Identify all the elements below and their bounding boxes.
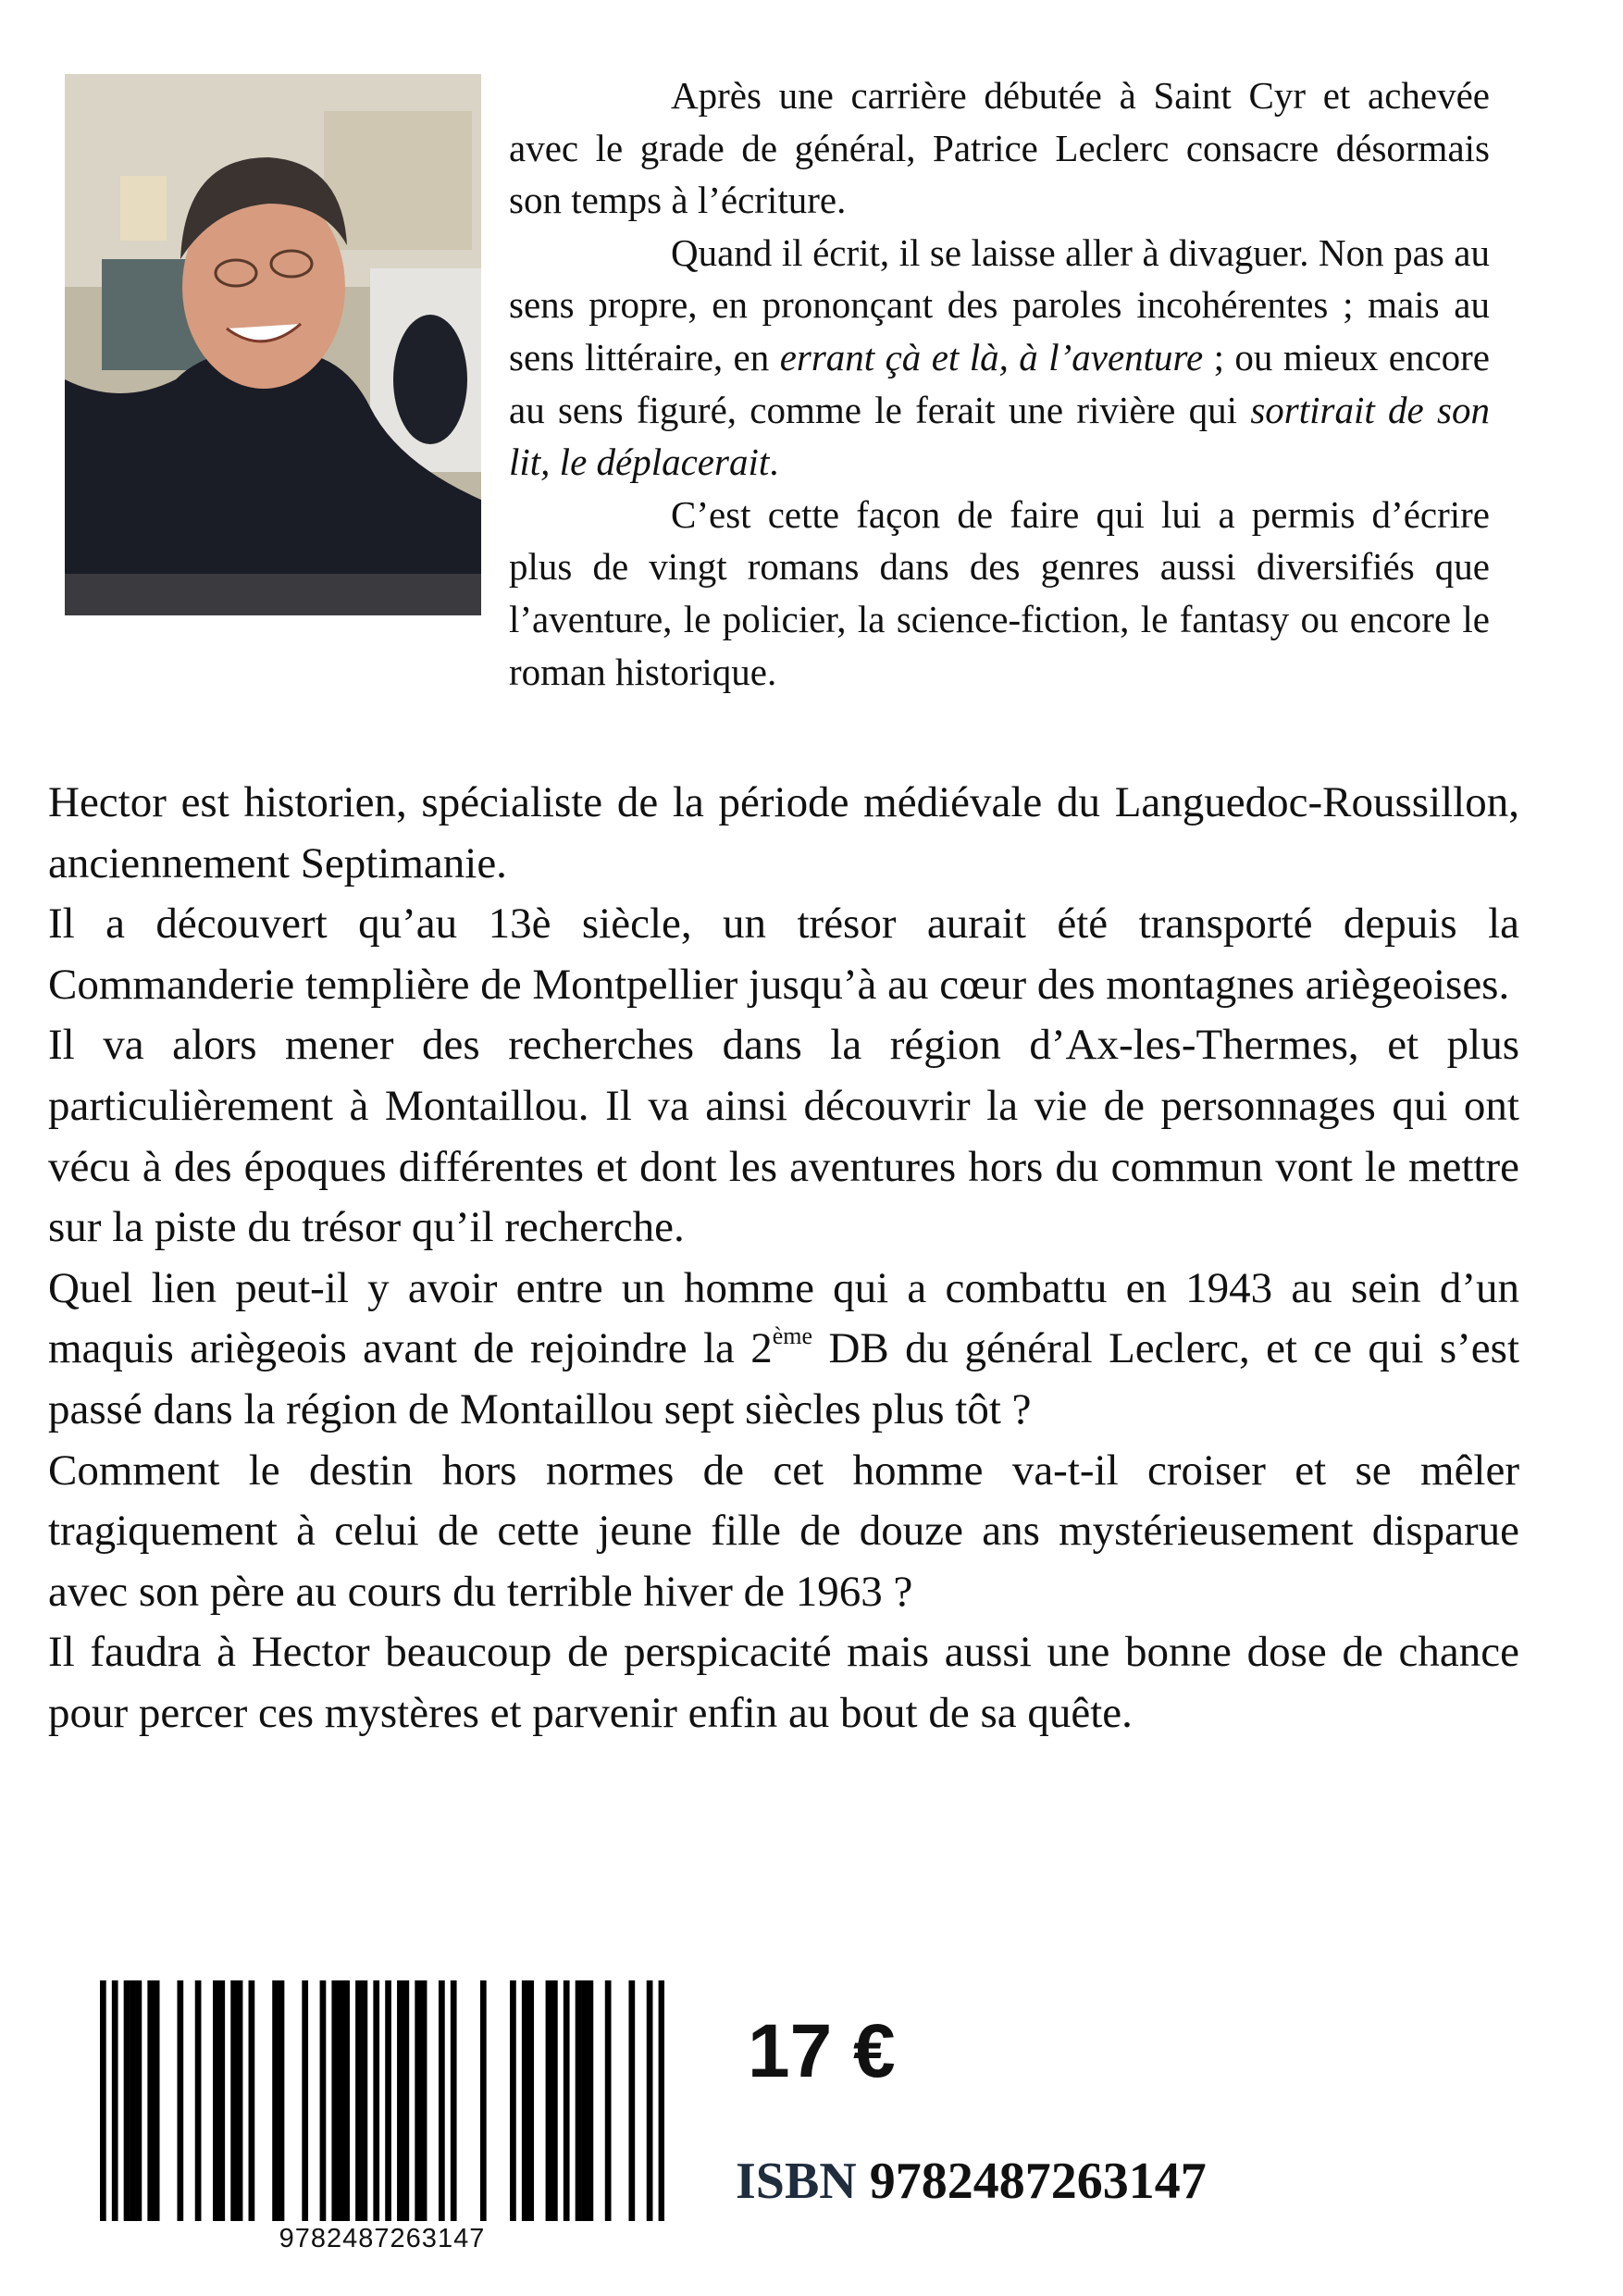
barcode-bar xyxy=(551,1980,558,2221)
barcode-bar xyxy=(397,1980,403,2221)
barcode xyxy=(100,1980,664,2221)
bio-paragraph-1: Après une carrière débutée à Saint Cyr et achevée avec le grade de général, Patrice Leclerc consacre désormais son temps à l’écriture. xyxy=(509,74,1490,222)
barcode-bar xyxy=(237,1980,243,2221)
barcode-bar xyxy=(343,1980,350,2221)
bio-p2-italic-b: sortirait de son lit, le déplacerait xyxy=(509,388,1490,484)
barcode-bar xyxy=(421,1980,427,2221)
bio-paragraph-3: C’est cette façon de faire qui lui a permis d’écrire plus de vingt romans dans des genres aussi diversifiés que l’aventure, le policier, la science-fiction, le fantasy ou encore le roman historique. xyxy=(509,492,1490,693)
synopsis-paragraph-1: Hector est historien, spécialiste de la période médiévale du Languedoc-Roussillon, anciennement Septimanie. xyxy=(48,778,1519,887)
author-bio xyxy=(509,69,1490,698)
price: 17 € xyxy=(748,2009,896,2093)
synopsis-paragraph-2: Il a découvert qu’au 13è siècle, un trésor aurait été transporté depuis la Commanderie templière de Montpellier jusqu’à au cœur des montagnes ariègeoises. xyxy=(48,900,1519,1009)
barcode-bar xyxy=(385,1980,391,2221)
synopsis-p4-superscript: ème xyxy=(772,1322,813,1350)
barcode-bar xyxy=(527,1980,534,2221)
isbn-value: 9782487263147 xyxy=(869,2153,1207,2210)
barcode-bar xyxy=(415,1980,421,2221)
barcode-bar xyxy=(647,1980,653,2221)
author-photo xyxy=(65,74,481,615)
barcode-bar xyxy=(362,1980,368,2221)
barcode-bar xyxy=(320,1980,327,2221)
barcode-bar xyxy=(218,1980,225,2221)
bio-paragraph-2 xyxy=(509,227,1490,489)
barcode-bar xyxy=(338,1980,344,2221)
barcode-bar xyxy=(355,1980,362,2221)
barcode-bar xyxy=(177,1980,183,2221)
bio-p2-text-b: ; ou mieux encore au sens figuré, comme le ferait une rivière qui xyxy=(509,335,1490,431)
barcode-bar xyxy=(136,1980,142,2221)
synopsis xyxy=(48,773,1519,1744)
isbn-label: ISBN xyxy=(736,2153,857,2210)
barcode-bar xyxy=(510,1980,516,2221)
bio-p2-text-c: . xyxy=(769,441,779,484)
barcode-bar xyxy=(302,1980,308,2221)
barcode-bar xyxy=(279,1980,285,2221)
barcode-bar xyxy=(564,1980,570,2221)
synopsis-paragraph-4 xyxy=(48,1259,1519,1441)
barcode-bar xyxy=(588,1980,594,2221)
barcode-bar xyxy=(581,1980,588,2221)
barcode-bar xyxy=(576,1980,582,2221)
barcode-bar xyxy=(124,1980,130,2221)
bio-p2-italic-a: errant çà et là, à l’aventure xyxy=(779,335,1204,379)
barcode-bar xyxy=(522,1980,528,2221)
barcode-bar xyxy=(480,1980,487,2221)
synopsis-p4-text-b: DB du général Leclerc, et ce qui s’est passé dans la région de Montaillou sept siècles plus tôt ? xyxy=(48,1324,1519,1433)
author-portrait-image xyxy=(65,74,481,615)
barcode-bar xyxy=(331,1980,338,2221)
barcode-bar xyxy=(272,1980,279,2221)
barcode-bar xyxy=(213,1980,219,2221)
barcode-bar xyxy=(628,1980,635,2221)
barcode-bar xyxy=(154,1980,160,2221)
barcode-bar xyxy=(605,1980,612,2221)
barcode-bar xyxy=(112,1980,118,2221)
barcode-bar xyxy=(403,1980,409,2221)
barcode-bar xyxy=(130,1980,136,2221)
barcode-bar xyxy=(373,1980,379,2221)
barcode-bar xyxy=(195,1980,202,2221)
barcode-bar xyxy=(546,1980,552,2221)
synopsis-paragraph-3: Il va alors mener des recherches dans la région d’Ax-les-Thermes, et plus particulièrement à Montaillou. Il va ainsi découvrir la vie de personnages qui ont vécu à des époques différentes et dont les aventures hors du commun vont le mettre sur la piste du trésor qu’il recherche. xyxy=(48,1021,1519,1252)
barcode-bar xyxy=(147,1980,154,2221)
synopsis-paragraph-5: Comment le destin hors normes de cet homme va-t-il croiser et se mêler tragiquement à celui de cette jeune fille de douze ans mystérieusement disparue avec son père au cours du terrible hiver de 1963 ? xyxy=(48,1446,1519,1616)
barcode-bar xyxy=(439,1980,445,2221)
barcode-bar xyxy=(451,1980,457,2221)
bio-p2-text-a: Quand il écrit, il se laisse aller à divaguer. Non pas au sens propre, en prononçant des paroles incohérentes ; mais au sens littéraire, en xyxy=(509,230,1490,379)
synopsis-p4-text-a: Quel lien peut-il y avoir entre un homme qui a combattu en 1943 au sein d’un maquis ariègeois avant de rejoindre la 2 xyxy=(48,1263,1519,1373)
synopsis-paragraph-6: Il faudra à Hector beaucoup de perspicacité mais aussi une bonne dose de chance pour percer ces mystères et parvenir enfin au bout de sa quête. xyxy=(48,1628,1519,1737)
barcode-bar xyxy=(100,1980,106,2221)
barcode-bar xyxy=(249,1980,255,2221)
barcode-bar xyxy=(230,1980,237,2221)
barcode-bar xyxy=(659,1980,664,2221)
barcode-number: 9782487263147 xyxy=(279,2224,486,2253)
isbn xyxy=(736,2152,1207,2211)
